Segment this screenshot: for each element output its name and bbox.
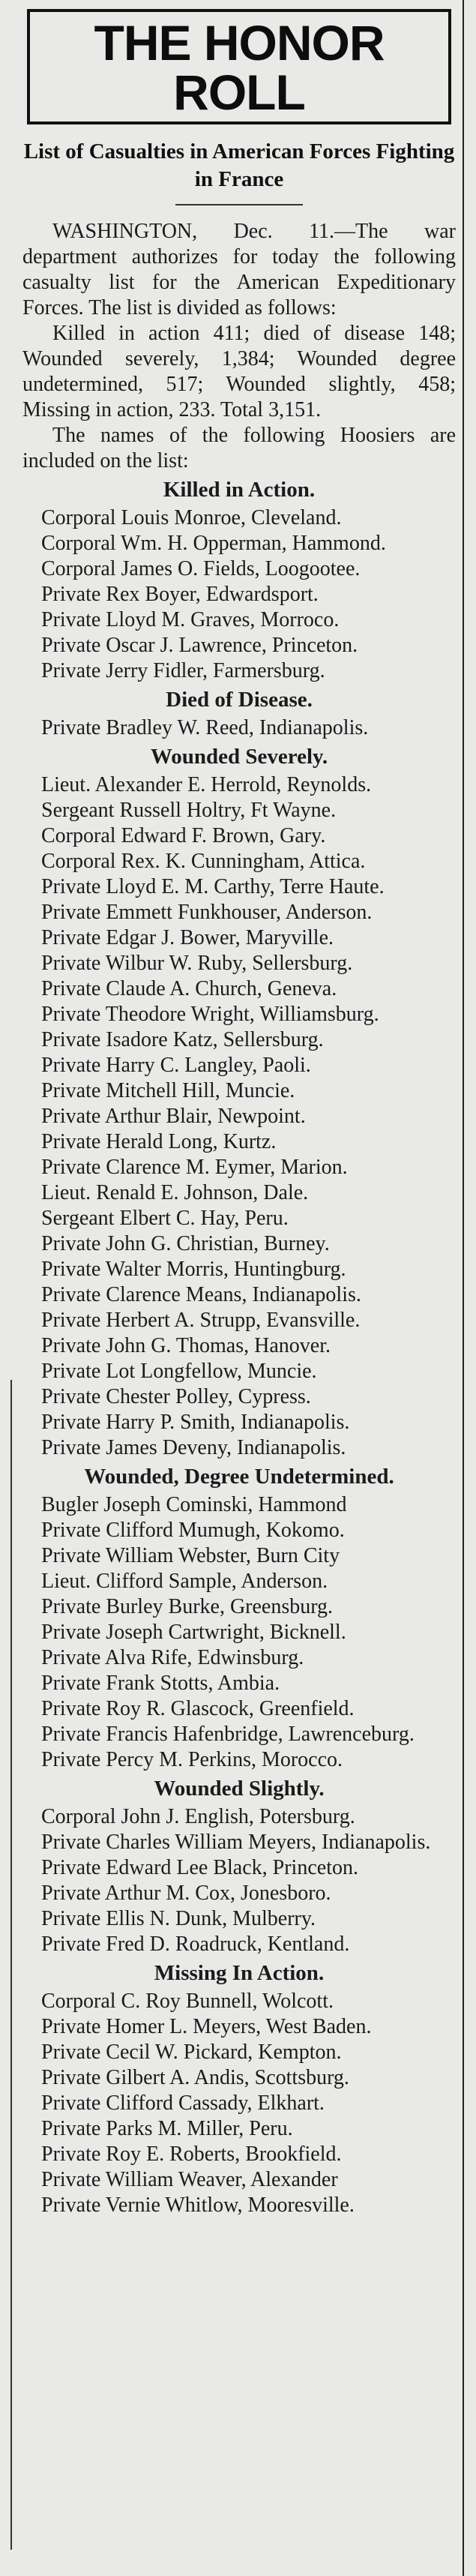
section-heading: Killed in Action. — [163, 478, 316, 502]
casualty-entry: Private Edward Lee Black, Princeton. — [41, 1856, 358, 1879]
intro-paragraph: WASHINGTON, Dec. 11.—The war department authorizes for today the following casualty list for the American Expeditionary Forces. The list is divided as follows: — [22, 220, 456, 319]
casualty-entry: Private Roy E. Roberts, Brookfield. — [41, 2143, 342, 2166]
casualty-entry: Corporal Edward F. Brown, Gary. — [41, 824, 326, 847]
casualty-entry: Private Joseph Cartwright, Bicknell. — [41, 1621, 346, 1644]
casualty-entry: Private Burley Burke, Greensburg. — [41, 1595, 334, 1618]
casualty-entry: Corporal Rex. K. Cunningham, Attica. — [41, 850, 366, 873]
subheadline: List of Casualties in American Forces Fighting in France — [23, 139, 455, 191]
casualty-entry: Private Bradley W. Reed, Indianapolis. — [41, 716, 369, 739]
section-heading: Wounded Slightly. — [154, 1777, 325, 1801]
casualty-entry: Private Clifford Cassady, Elkhart. — [41, 2092, 325, 2115]
casualty-entry: Private Arthur M. Cox, Jonesboro. — [41, 1882, 331, 1905]
casualty-entry: Private Cecil W. Pickard, Kempton. — [41, 2041, 342, 2064]
section-heading: Missing In Action. — [154, 1961, 325, 1985]
casualty-entry: Private Lot Longfellow, Muncie. — [41, 1360, 317, 1383]
column-rule-left — [10, 1380, 12, 2550]
casualty-entry: Private Gilbert A. Andis, Scottsburg. — [41, 2066, 349, 2089]
headline: THE HONOR ROLL — [27, 9, 451, 124]
casualty-entry: Private Harry C. Langley, Paoli. — [41, 1054, 311, 1077]
casualty-entry: Private John G. Christian, Burney. — [41, 1232, 330, 1255]
casualty-entry: Private Herbert A. Strupp, Evansville. — [41, 1309, 361, 1332]
casualty-entry: Private Charles William Meyers, Indianapolis. — [41, 1831, 431, 1854]
section-heading: Wounded Severely. — [150, 745, 328, 769]
casualty-entry: Private Francis Hafenbridge, Lawrenceburg. — [41, 1723, 415, 1746]
casualty-entry: Private Ellis N. Dunk, Mulberry. — [41, 1907, 316, 1930]
intro-paragraph: The names of the following Hoosiers are included on the list: — [22, 424, 456, 472]
casualty-entry: Lieut. Renald E. Johnson, Dale. — [41, 1181, 309, 1204]
casualty-entry: Private Edgar J. Bower, Maryville. — [41, 926, 334, 949]
casualty-entry: Private Walter Morris, Huntingburg. — [41, 1258, 346, 1281]
casualty-entry: Corporal Louis Monroe, Cleveland. — [41, 506, 342, 529]
casualty-entry: Private Lloyd M. Graves, Morroco. — [41, 608, 340, 631]
casualty-entry: Private Arthur Blair, Newpoint. — [41, 1105, 306, 1128]
casualty-entry: Private Roy R. Glascock, Greenfield. — [41, 1697, 355, 1720]
casualty-entry: Private Mitchell Hill, Muncie. — [41, 1079, 295, 1102]
intro-text — [22, 219, 456, 474]
casualty-list — [22, 475, 456, 2218]
casualty-entry: Private James Deveny, Indianapolis. — [41, 1436, 346, 1459]
article-column — [22, 9, 456, 2218]
casualty-entry: Private Herald Long, Kurtz. — [41, 1130, 277, 1153]
casualty-entry: Private Theodore Wright, Williamsburg. — [41, 1003, 379, 1026]
casualty-entry: Private Clarence Means, Indianapolis. — [41, 1283, 361, 1306]
casualty-entry: Private Fred D. Roadruck, Kentland. — [41, 1933, 350, 1956]
casualty-entry: Private Oscar J. Lawrence, Princeton. — [41, 634, 358, 657]
casualty-entry: Private Clifford Mumugh, Kokomo. — [41, 1519, 345, 1542]
section-heading: Wounded, Degree Undetermined. — [84, 1465, 394, 1489]
casualty-entry: Private John G. Thomas, Hanover. — [41, 1334, 331, 1357]
casualty-entry: Private Vernie Whitlow, Mooresville. — [41, 2194, 355, 2217]
casualty-entry: Corporal Wm. H. Opperman, Hammond. — [41, 532, 386, 555]
casualty-entry: Sergeant Elbert C. Hay, Peru. — [41, 1207, 289, 1230]
casualty-entry: Lieut. Clifford Sample, Anderson. — [41, 1570, 328, 1593]
casualty-entry: Private Jerry Fidler, Farmersburg. — [41, 659, 325, 682]
casualty-entry: Corporal James O. Fields, Loogootee. — [41, 557, 361, 580]
casualty-entry: Private Isadore Katz, Sellersburg. — [41, 1028, 324, 1051]
section-heading: Died of Disease. — [166, 688, 313, 712]
casualty-entry: Corporal John J. English, Potersburg. — [41, 1805, 355, 1828]
casualty-entry: Private Homer L. Meyers, West Baden. — [41, 2015, 372, 2038]
casualty-entry: Private Rex Boyer, Edwardsport. — [41, 583, 319, 606]
column-rule-right — [463, 0, 464, 2576]
casualty-entry: Private William Webster, Burn City — [41, 1544, 340, 1567]
intro-paragraph: Killed in action 411; died of disease 148; Wounded severely, 1,384; Wounded degree undetermined, 517; Wounded slightly, 458; Missing in action, 233. Total 3,151. — [22, 322, 456, 421]
casualty-entry: Private Claude A. Church, Geneva. — [41, 977, 337, 1000]
casualty-entry: Private Lloyd E. M. Carthy, Terre Haute. — [41, 875, 385, 898]
casualty-entry: Private Clarence M. Eymer, Marion. — [41, 1156, 348, 1179]
casualty-entry: Private Parks M. Miller, Peru. — [41, 2117, 293, 2140]
casualty-entry: Corporal C. Roy Bunnell, Wolcott. — [41, 1990, 334, 2013]
casualty-entry: Private William Weaver, Alexander — [41, 2168, 338, 2191]
casualty-entry: Private Alva Rife, Edwinsburg. — [41, 1646, 304, 1669]
divider — [175, 204, 303, 205]
casualty-entry: Private Percy M. Perkins, Morocco. — [41, 1748, 343, 1771]
casualty-entry: Bugler Joseph Cominski, Hammond — [41, 1493, 347, 1516]
casualty-entry: Sergeant Russell Holtry, Ft Wayne. — [41, 799, 337, 822]
casualty-entry: Private Harry P. Smith, Indianapolis. — [41, 1411, 350, 1434]
casualty-entry: Private Emmett Funkhouser, Anderson. — [41, 901, 373, 924]
casualty-entry: Private Chester Polley, Cypress. — [41, 1385, 311, 1408]
casualty-entry: Lieut. Alexander E. Herrold, Reynolds. — [41, 773, 372, 796]
casualty-entry: Private Frank Stotts, Ambia. — [41, 1672, 280, 1695]
casualty-entry: Private Wilbur W. Ruby, Sellersburg. — [41, 952, 353, 975]
